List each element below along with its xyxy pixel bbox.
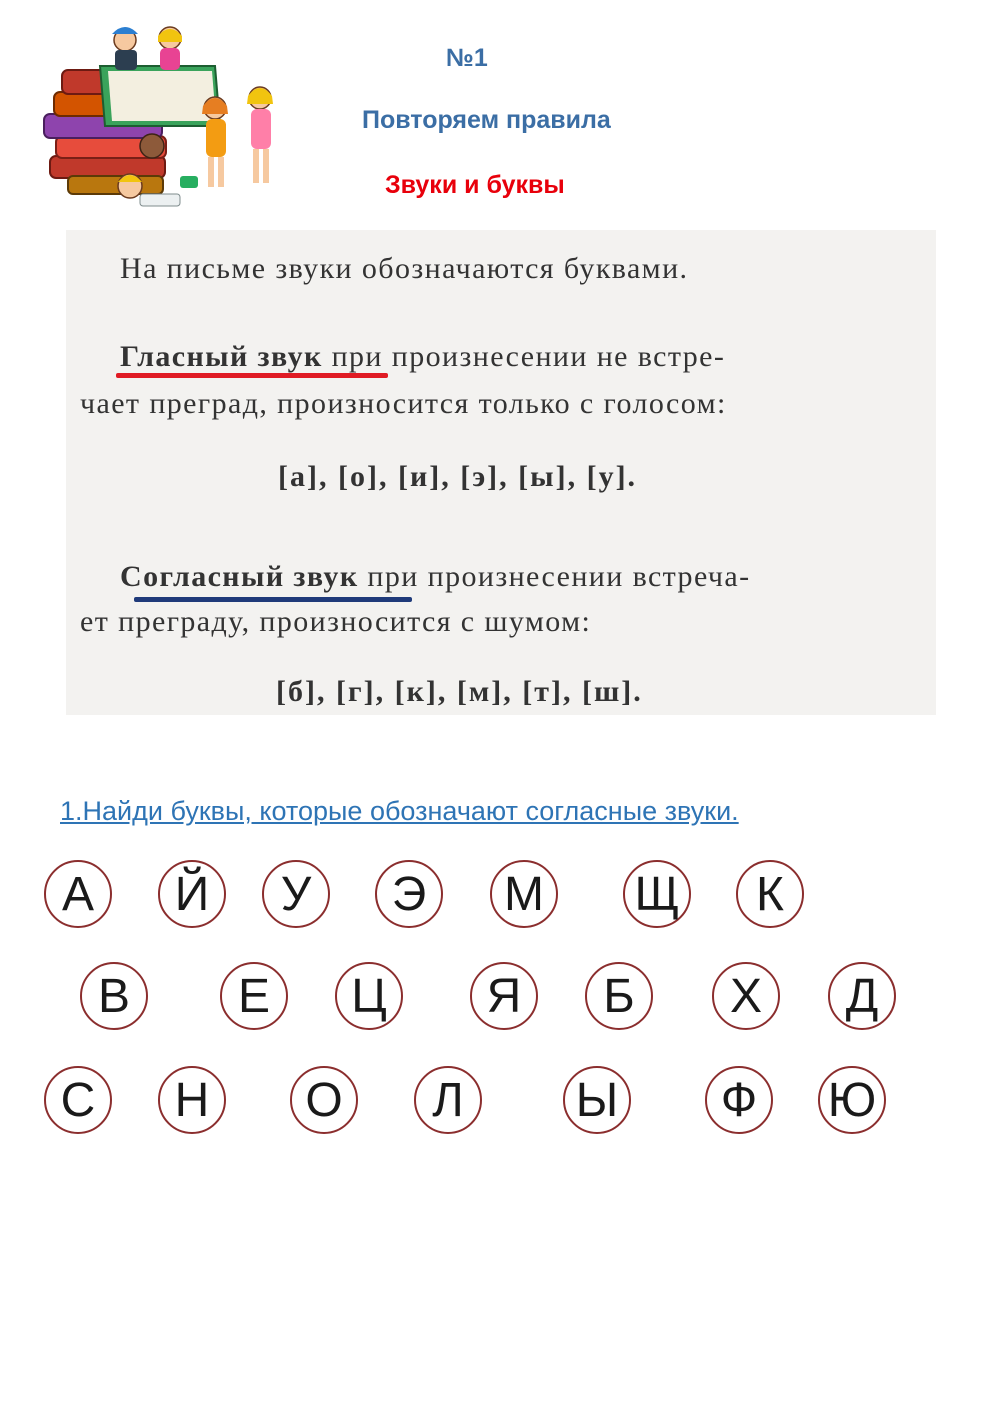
letter-circle[interactable]: Щ xyxy=(623,860,691,928)
rule-intro: На письме звуки обозначаются буквами. xyxy=(120,252,689,285)
girl-top-icon xyxy=(158,27,182,70)
letter-circle[interactable]: У xyxy=(262,860,330,928)
letter-circle[interactable]: Ц xyxy=(335,962,403,1030)
letter-circle[interactable]: Н xyxy=(158,1066,226,1134)
letter-circle[interactable]: А xyxy=(44,860,112,928)
letter-circle[interactable]: Ю xyxy=(818,1066,886,1134)
letter-circle[interactable]: В xyxy=(80,962,148,1030)
vowel-examples: [а], [о], [и], [э], [ы], [у]. xyxy=(278,460,638,493)
letter-circle[interactable]: Ф xyxy=(705,1066,773,1134)
vowel-term: Гласный звук xyxy=(120,340,323,373)
task-instruction: 1.Найди буквы, которые обозначают согласные звуки. xyxy=(60,796,739,826)
girls-standing-icon xyxy=(202,87,273,187)
page-subtitle: Повторяем правила xyxy=(362,106,611,134)
letter-circle[interactable]: Х xyxy=(712,962,780,1030)
consonant-term: Согласный звук xyxy=(120,560,359,593)
letter-circle[interactable]: Э xyxy=(375,860,443,928)
letter-circle[interactable]: Ы xyxy=(563,1066,631,1134)
rule-vowel-line1 xyxy=(120,340,725,374)
child-reading-icon xyxy=(112,27,138,70)
letter-circle[interactable]: О xyxy=(290,1066,358,1134)
letter-circle[interactable]: С xyxy=(44,1066,112,1134)
rules-block xyxy=(66,230,936,715)
consonant-underline xyxy=(134,597,412,602)
rule-consonant-line2: ет преграду, произносится с шумом: xyxy=(80,605,592,638)
letter-circle[interactable]: Д xyxy=(828,962,896,1030)
rule-vowel-line2: чает преград, произносится только с голосом: xyxy=(80,387,727,420)
vowel-underline xyxy=(116,373,388,378)
books-children-illustration xyxy=(40,26,285,216)
letter-circle[interactable]: Л xyxy=(414,1066,482,1134)
letter-circle[interactable]: К xyxy=(736,860,804,928)
letter-circle[interactable]: Я xyxy=(470,962,538,1030)
task-number: №1 xyxy=(446,44,488,72)
vowel-line1-rest: при произнесении не встре- xyxy=(322,340,726,373)
letter-circle[interactable]: М xyxy=(490,860,558,928)
consonant-line1-rest: при произнесении встреча- xyxy=(358,560,751,593)
letter-circle[interactable]: Й xyxy=(158,860,226,928)
letter-circle[interactable]: Б xyxy=(585,962,653,1030)
rule-consonant-line1 xyxy=(120,560,751,594)
letter-circle[interactable]: Е xyxy=(220,962,288,1030)
page-topic: Звуки и буквы xyxy=(385,171,565,199)
consonant-examples: [б], [г], [к], [м], [т], [ш]. xyxy=(276,675,643,708)
